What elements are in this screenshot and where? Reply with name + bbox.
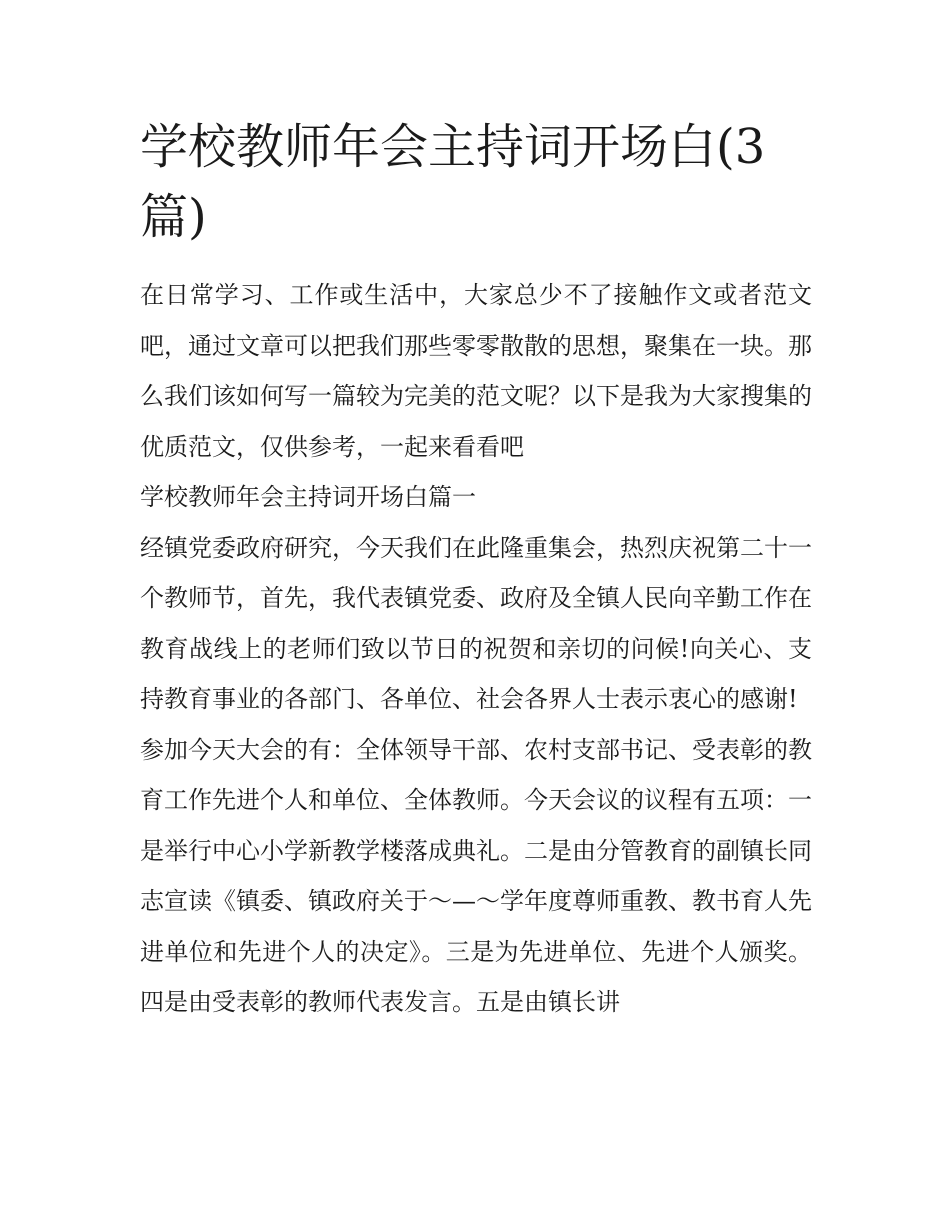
document-page [140,112,812,1028]
document-title: 学校教师年会主持词开场白(3篇) [140,119,766,245]
section-heading: 学校教师年会主持词开场白篇一 [140,483,476,511]
intro-paragraph: 在日常学习、工作或生活中，大家总少不了接触作文或者范文吧，通过文章可以把我们那些零零散散的思想，聚集在一块。那么我们该如何写一篇较为完美的范文呢？以下是我为大家搜集的优质范文，仅供参考，一起来看看吧 [140,281,812,461]
body-paragraph-2: 参加今天大会的有：全体领导干部、农村支部书记、受表彰的教育工作先进个人和单位、全体教师。今天会议的议程有五项：一是举行中心小学新教学楼落成典礼。二是由分管教育的副镇长同志宣读《镇委、镇政府关于～—～学年度尊师重教、教书育人先进单位和先进个人的决定》。三是为先进单位、先进个人颁奖。四是由受表彰的教师代表发言。五是由镇长讲 [140,735,812,1016]
body-paragraph-1: 经镇党委政府研究，今天我们在此隆重集会，热烈庆祝第二十一个教师节，首先，我代表镇党委、政府及全镇人民向辛勤工作在教育战线上的老师们致以节日的祝贺和亲切的问候!向关心、支持教育事业的各部门、各单位、社会各界人士表示衷心的感谢! [140,533,812,713]
